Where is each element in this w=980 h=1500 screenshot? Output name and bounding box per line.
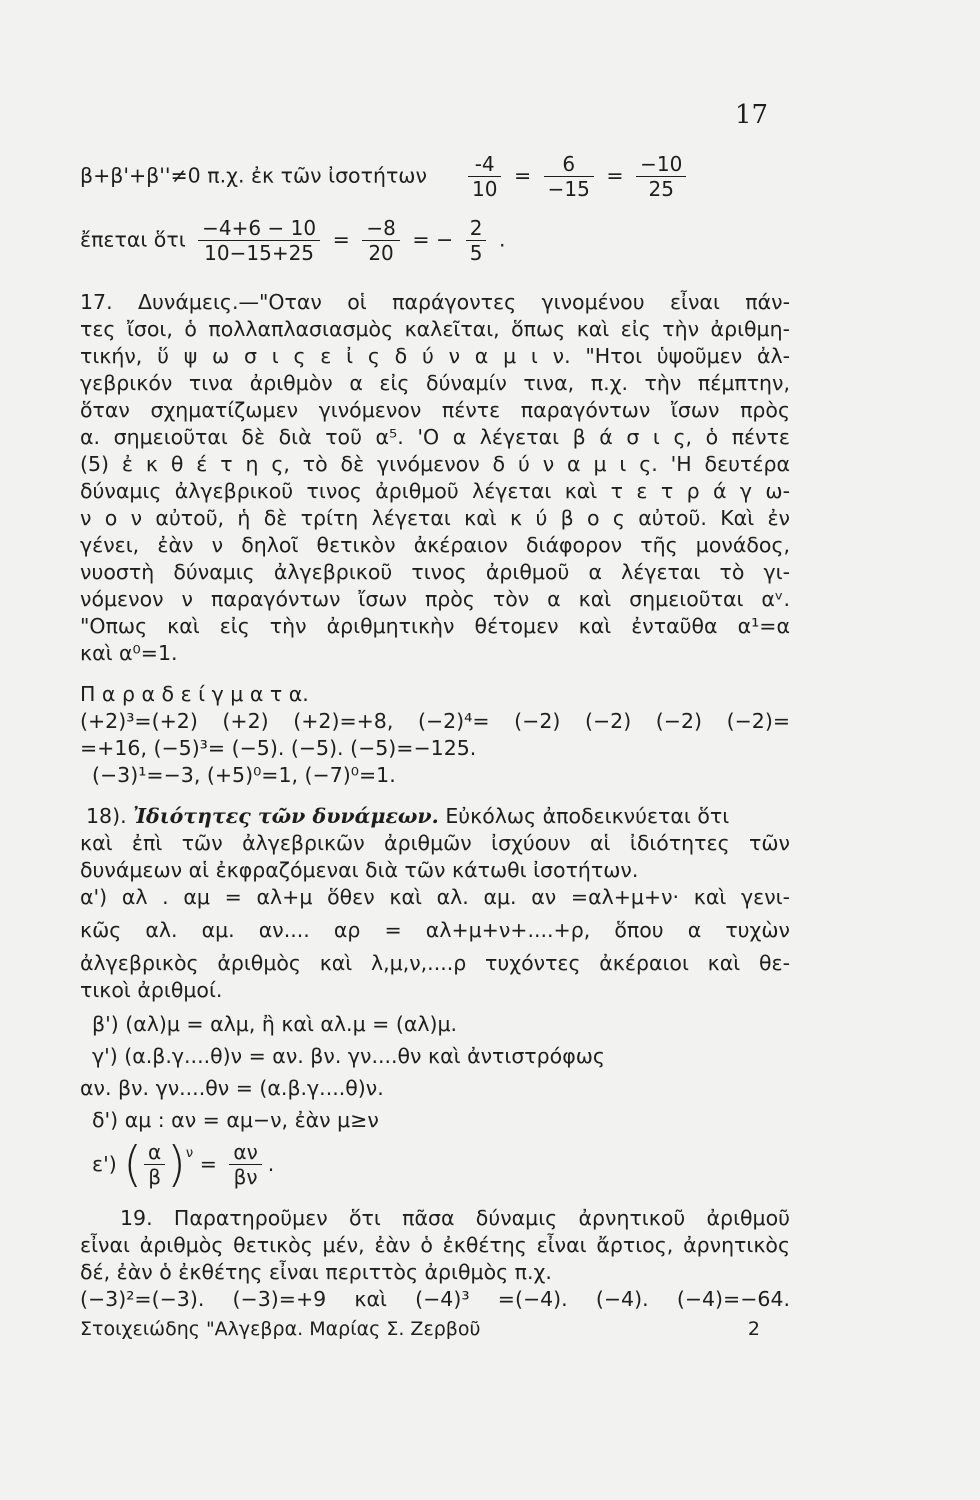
result-line: ἔπεται ὅτι $\frac{-4+6 - 10}{10-15+25}$ = $\frac{-8}{20}$ = − $\frac{2}{5}$ . [80,216,506,265]
sec18-rest: Εὐκόλως ἀποδεικνύεται ὅτι [445,804,730,828]
sec19-line: 19. Παρατηροῦμεν ὅτι πᾶσα δύναμις ἀρνητικοῦ ἀριθμοῦ [120,1206,790,1230]
sec17-line: ν ο ν αὐτοῦ, ἡ δὲ τρίτη λέγεται καὶ κ ύ β ο ς αὐτοῦ. Καὶ ἐν [80,506,790,530]
sec17-line: α. σημειοῦται δὲ διὰ τοῦ α⁵. 'Ο α λέγεται β ά σ ι ς, ὁ πέντε [80,425,790,449]
fraction-2: $\frac{6}{-15}$ [544,152,594,201]
sec18-line: κῶς αλ. αμ. αν.... αρ = αλ+μ+ν+....+ρ, ὅπου α τυχὼν [80,918,790,942]
sec17-line: νόμενον ν παραγόντων ἴσων πρὸς τὸν α καὶ σημειοῦται αᵛ. [80,587,790,611]
sec19-line: δέ, ἐὰν ὁ ἐκθέτης εἶναι περιττὸς ἀριθμὸς π.χ. [80,1260,552,1284]
sec18-number: 18). [86,804,127,828]
sec17-line: ὅταν σχηματίζωμεν γινόμενον πέντε παραγόντων ἴσων πρὸς [80,398,790,422]
sec17-line: (5) ἐ κ θ έ τ η ς, τὸ δὲ γινόμενον δ ύ ν α μ ι ς. 'Η δευτέρα [80,452,790,476]
ratio-lead: β+β'+β''≠0 π.χ. ἐκ τῶν ἰσοτήτων [80,163,427,188]
examples-heading: Π α ρ α δ ε ί γ μ α τ α. [80,682,309,706]
sec17-line: 17. Δυνάμεις.—"Οταν οἱ παράγοντες γινομένου εἶναι πάν- [80,290,790,314]
sec18-line: β') (αλ)μ = αλμ, ἢ καὶ αλ.μ = (αλ)μ. [92,1012,458,1036]
sec19-line: εἶναι ἀριθμὸς θετικὸς μέν, ἐὰν ὁ ἐκθέτης εἶναι ἄρτιος, ἀρνητικὸς [80,1233,790,1257]
sec18-line: δυνάμεων αἱ ἐκφραζόμεναι διὰ τῶν κάτωθι ἰσοτήτων. [80,858,639,882]
fraction-power: $\frac{\alpha\nu}{\beta\nu}$ [229,1140,261,1189]
sec17-line: νυοστὴ δύναμις ἀλγεβρικοῦ τινος ἀριθμοῦ α λέγεται τὸ γι- [80,560,790,584]
sec18-heading-line [80,803,796,830]
sec17-line: καὶ α⁰=1. [80,641,178,665]
example-line: =+16, (−5)³= (−5). (−5). (−5)=−125. [80,736,477,760]
sec17-line: γένει, ἐὰν ν δηλοῖ θετικὸν ἀκέραιον διάφορον τῆς μονάδος, [80,533,790,557]
sec18-line: τικοὶ ἀριθμοί. [80,978,223,1002]
page-number: 17 [735,100,769,130]
fraction-5: $\frac{-8}{20}$ [362,216,399,265]
sec18-title: Ἰδιότητες τῶν δυνάμεων. [133,804,439,828]
sec18-line: ἀλγεβρικὸς ἀριθμὸς καὶ λ,μ,ν,....ρ τυχόντες ἀκέραιοι καὶ θε- [80,951,790,975]
sec19-line: (−3)²=(−3). (−3)=+9 καὶ (−4)³ =(−4). (−4). (−4)=−64. [80,1287,790,1311]
fraction-6: $\frac{2}{5}$ [466,216,487,265]
fraction-3: $\frac{-10}{25}$ [636,152,686,201]
page-footer [80,1318,780,1340]
sec17-line: τικήν, ὕ ψ ω σ ι ς ε ἰ ς δ ύ ν α μ ι ν. "Ητοι ὑψοῦμεν ἀλ- [80,344,790,368]
sec18-line: καὶ ἐπὶ τῶν ἀλγεβρικῶν ἀριθμῶν ἰσχύουν αἱ ἰδιότητες τῶν [80,831,790,855]
fraction-alpha-beta: $\frac{\alpha}{\beta}$ [144,1140,165,1189]
sec18-line: γ') (α.β.γ....θ)ν = αν. βν. γν....θν καὶ ἀντιστρόφως [92,1044,605,1068]
sec17-line: δύναμις ἀλγεβρικοῦ τινος ἀριθμοῦ λέγεται καὶ τ ε τ ρ ά γ ω- [80,479,790,503]
example-line: (−3)¹=−3, (+5)⁰=1, (−7)⁰=1. [92,763,396,787]
property-e: ε') ( $\frac{\alpha}{\beta}$ )$^\nu$ = $\frac{\alpha\nu}{\beta\nu}$ . [92,1136,275,1193]
fraction-4: $\frac{-4+6 - 10}{10-15+25}$ [198,216,320,265]
fraction-1: $\frac{-4}{10}$ [468,152,501,201]
sec17-line: γεβρικόν τινα ἀριθμὸν α εἰς δύναμίν τινα, π.χ. τὴν πέμπτην, [80,371,790,395]
sec18-line: δ') αμ : αν = αμ−ν, ἐὰν μ≥ν [92,1108,379,1132]
sec18-line: αν. βν. γν....θν = (α.β.γ....θ)ν. [80,1076,384,1100]
sec17-line: τες ἴσοι, ὁ πολλαπλασιασμὸς καλεῖται, ὅπως καὶ εἰς τὴν ἀριθμη- [80,317,790,341]
signature-mark: 2 [747,1318,760,1340]
example-line: (+2)³=(+2) (+2) (+2)=+8, (−2)⁴= (−2) (−2) (−2) (−2)= [80,709,790,733]
ratio-line: β+β'+β''≠0 π.χ. ἐκ τῶν ἰσοτήτων $\frac{-4}{10}$ = $\frac{6}{-15}$ = $\frac{-10}{25}$ [80,152,790,201]
footer-title: Στοιχειώδης "Αλγεβρα. Μαρίας Σ. Ζερβοῦ [80,1318,481,1340]
sec18-line: α') αλ . αμ = αλ+μ ὅθεν καὶ αλ. αμ. αν =αλ+μ+ν· καὶ γενι- [80,885,790,909]
sec17-line: "Οπως καὶ εἰς τὴν ἀριθμητικὴν θέτομεν καὶ ἐνταῦθα α¹=α [80,614,790,638]
result-lead: ἔπεται ὅτι [80,227,186,252]
